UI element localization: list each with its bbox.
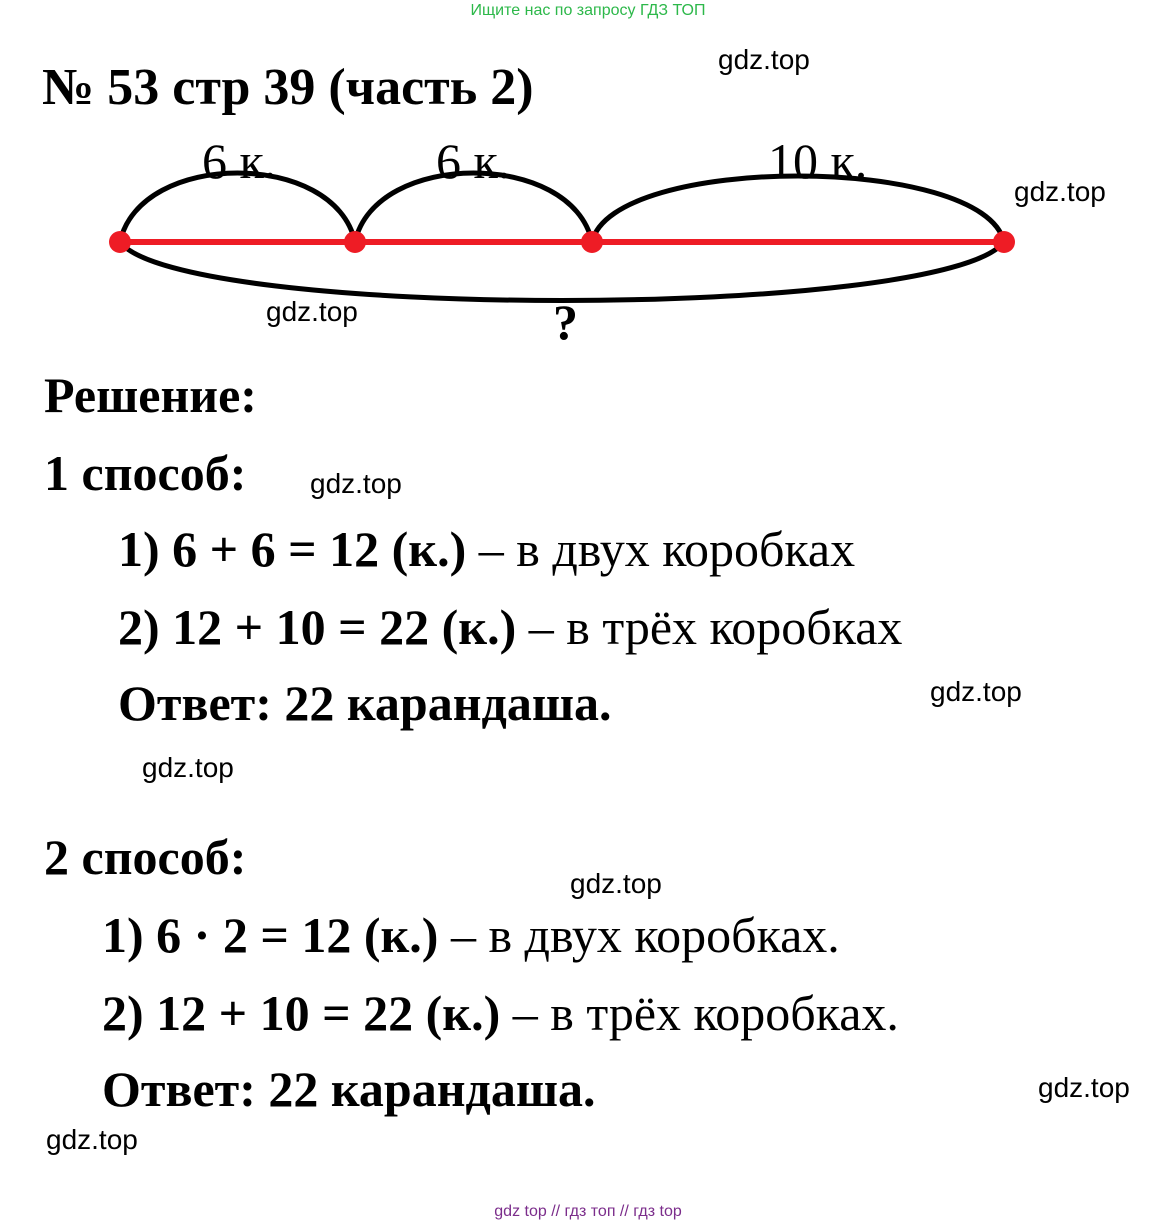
watermark: gdz.top <box>142 752 234 783</box>
step-note: – в трёх коробках <box>516 599 903 655</box>
watermark: gdz.top <box>930 676 1022 707</box>
segment-diagram <box>0 0 1176 360</box>
step-expression: 2) 12 + 10 = 22 (к.) <box>102 985 501 1041</box>
watermark: gdz.top <box>266 296 358 327</box>
method-1-step-1 <box>118 520 855 578</box>
segment-point <box>581 231 603 253</box>
segment-point <box>344 231 366 253</box>
method-2-answer: Ответ: 22 карандаша. <box>102 1061 596 1117</box>
watermark: gdz.top <box>1038 1072 1130 1103</box>
total-question-mark: ? <box>553 294 578 350</box>
segment-label-3: 10 к. <box>768 133 868 189</box>
watermark: gdz.top <box>46 1124 138 1155</box>
segment-point <box>109 231 131 253</box>
method-1-step-2 <box>118 598 902 656</box>
segment-label-1: 6 к. <box>202 133 277 189</box>
page-title: № 53 стр 39 (часть 2) <box>42 59 534 116</box>
watermark: gdz.top <box>310 468 402 499</box>
step-note: – в двух коробках <box>466 521 856 577</box>
method-1-answer: Ответ: 22 карандаша. <box>118 675 612 731</box>
solution-heading: Решение: <box>44 367 257 423</box>
step-expression: 1) 6 + 6 = 12 (к.) <box>118 521 467 577</box>
step-expression: 1) 6 · 2 = 12 (к.) <box>102 907 439 963</box>
step-note: – в двух коробках. <box>438 907 840 963</box>
total-arc <box>120 242 1004 301</box>
step-note: – в трёх коробках. <box>500 985 899 1041</box>
promo-banner[interactable]: Ищите нас по запросу ГДЗ ТОП <box>470 2 706 19</box>
method-2-step-2 <box>102 984 899 1042</box>
segment-label-2: 6 к. <box>436 133 511 189</box>
watermark: gdz.top <box>570 868 662 899</box>
method-1-heading: 1 способ: <box>44 445 247 501</box>
footer-links[interactable]: gdz top // гдз топ // гдз top <box>494 1203 682 1220</box>
method-2-step-1 <box>102 906 840 964</box>
watermark: gdz.top <box>1014 176 1106 207</box>
method-2-heading: 2 способ: <box>44 829 247 885</box>
segment-point <box>993 231 1015 253</box>
watermark: gdz.top <box>718 44 810 75</box>
step-expression: 2) 12 + 10 = 22 (к.) <box>118 599 517 655</box>
